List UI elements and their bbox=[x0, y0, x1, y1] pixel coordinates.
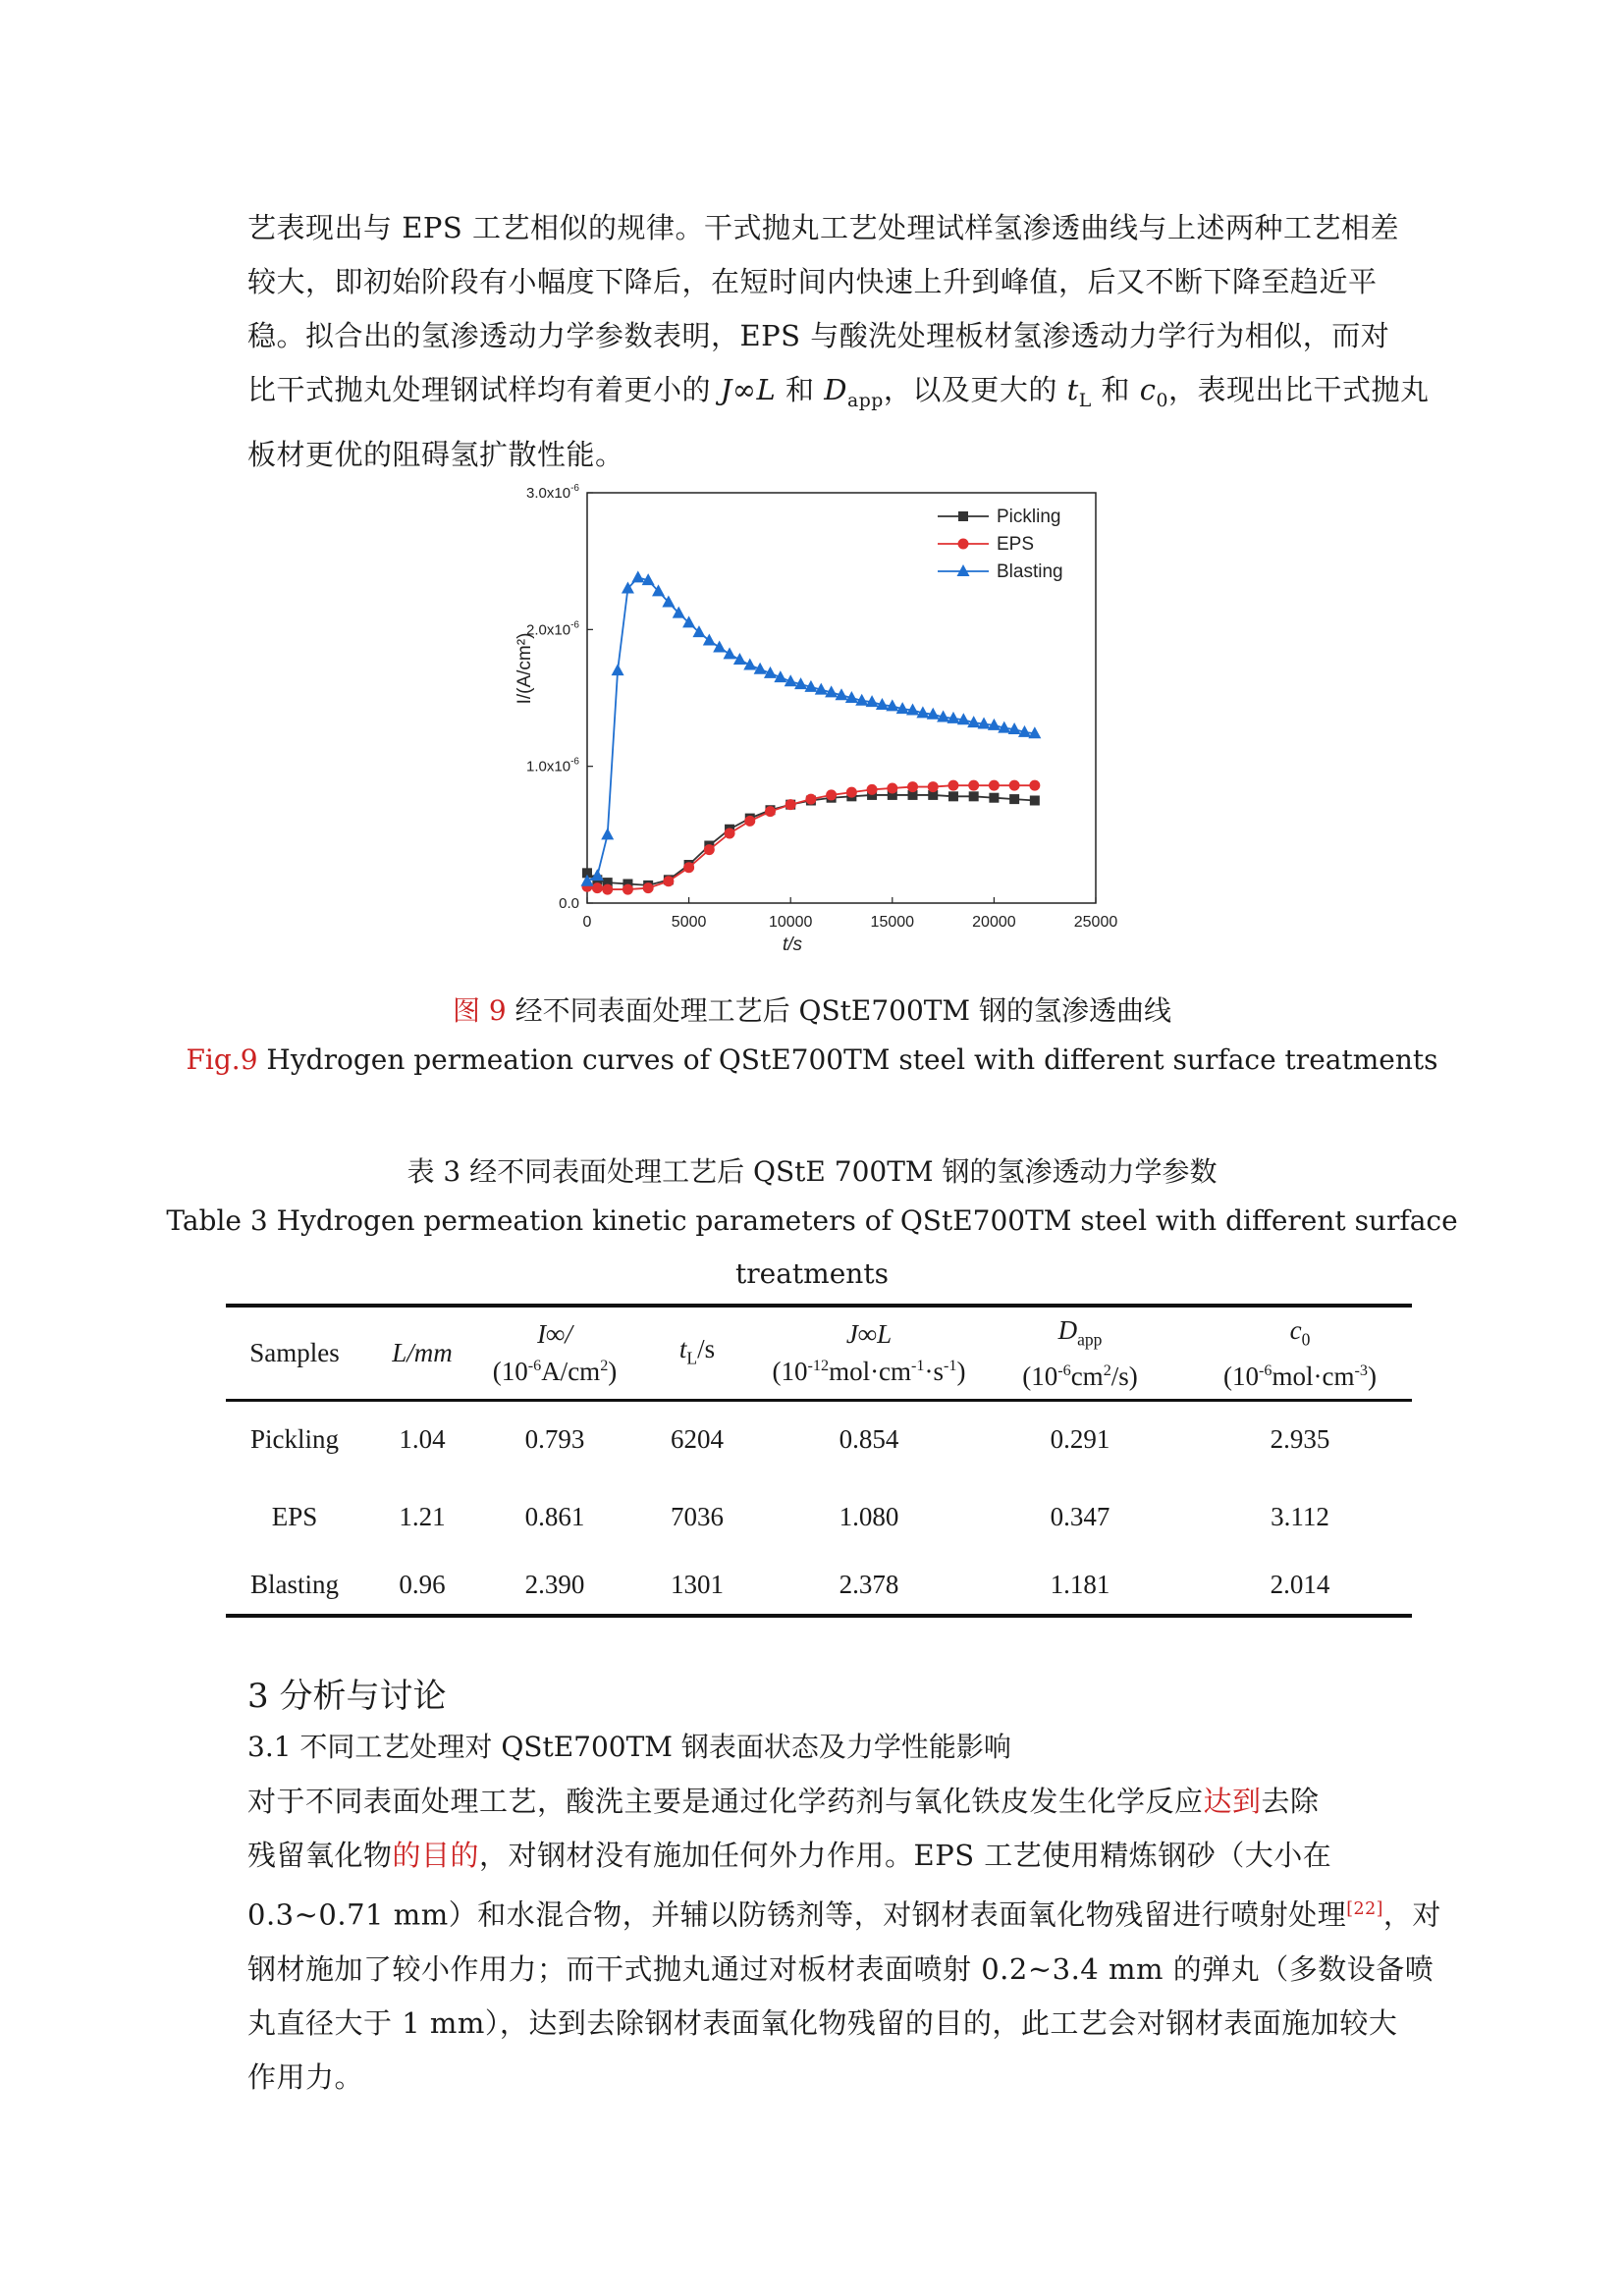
legend-label: Pickling bbox=[997, 507, 1061, 527]
table-header-row bbox=[226, 1306, 1412, 1400]
x-tick-label: 10000 bbox=[768, 914, 813, 931]
discussion-line-3: 0.3~0.71 mm）和水混合物，并辅以防锈剂等，对钢材表面氧化物残留进行喷射处理[22]，对 bbox=[247, 1897, 1441, 1932]
intro-paragraph bbox=[247, 201, 1430, 482]
figure-caption-cn: 图 9 经不同表面处理工艺后 QStE700TM 钢的氢渗透曲线 bbox=[452, 994, 1172, 1027]
cell-I: 0.793 bbox=[524, 1424, 585, 1455]
data-point-blasting bbox=[713, 640, 726, 652]
cell-tL: 6204 bbox=[671, 1424, 724, 1455]
header-JL: J∞L $(10^{-12}mol\cdot cm^{-1}\cdot s^{-1})$ bbox=[766, 1306, 972, 1400]
data-point-eps bbox=[1009, 780, 1020, 791]
data-point-eps bbox=[826, 789, 837, 800]
cell-L: 1.21 bbox=[399, 1501, 446, 1531]
data-point-eps bbox=[785, 799, 796, 810]
data-point-eps bbox=[887, 782, 897, 793]
legend-label: EPS bbox=[997, 534, 1035, 555]
table-row bbox=[226, 1478, 1412, 1555]
legend-marker bbox=[958, 511, 968, 521]
y-axis-label: I/(A/cm²) bbox=[514, 632, 535, 705]
x-tick-label: 20000 bbox=[972, 914, 1016, 931]
x-tick-label: 0 bbox=[582, 914, 592, 931]
cell-JL: 2.378 bbox=[766, 1555, 972, 1616]
cell-D: 1.181 bbox=[972, 1555, 1188, 1616]
data-point-pickling bbox=[1030, 796, 1040, 806]
series-line-blasting bbox=[587, 577, 1035, 881]
intro-line-1: 艺表现出与 EPS 工艺相似的规律。干式抛丸工艺处理试样氢渗透曲线与上述两种工艺相差 bbox=[247, 211, 1399, 244]
data-point-pickling bbox=[948, 791, 958, 801]
y-tick-label: $2.0x10^{-6}$ bbox=[526, 619, 579, 639]
figure-caption-en: Fig.9 Hydrogen permeation curves of QStE700TM steel with different surface treatments bbox=[186, 1043, 1438, 1076]
data-point-pickling bbox=[1009, 794, 1019, 804]
data-point-eps bbox=[928, 781, 939, 792]
discussion-line-2: 残留氧化物的目的，对钢材没有施加任何外力作用。EPS 工艺使用精炼钢砂（大小在 bbox=[247, 1839, 1332, 1872]
cell-sample: Blasting bbox=[226, 1555, 363, 1616]
table-caption-en-2: treatments bbox=[735, 1257, 889, 1290]
intro-line-3: 稳。拟合出的氢渗透动力学参数表明，EPS 与酸洗处理板材氢渗透动力学行为相似，而对 bbox=[247, 319, 1390, 352]
hydrogen-permeation-chart bbox=[501, 481, 1129, 972]
y-tick-label: $3.0x10^{-6}$ bbox=[526, 483, 579, 502]
discussion-line-6: 作用力。 bbox=[247, 2059, 364, 2094]
data-point-eps bbox=[744, 816, 755, 827]
data-point-eps bbox=[867, 784, 878, 795]
kinetic-parameters-table bbox=[226, 1304, 1412, 1618]
subsection-heading: 3.1 不同工艺处理对 QStE700TM 钢表面状态及力学性能影响 bbox=[247, 1731, 1011, 1763]
cell-sample: Pickling bbox=[249, 1424, 339, 1455]
cell-sample: EPS bbox=[271, 1501, 318, 1531]
x-tick-label: 15000 bbox=[870, 914, 915, 931]
cell-L: 0.96 bbox=[363, 1555, 481, 1616]
data-point-pickling bbox=[989, 793, 999, 803]
data-point-blasting bbox=[703, 633, 716, 645]
table-caption-cn: 表 3 经不同表面处理工艺后 QStE 700TM 钢的氢渗透动力学参数 bbox=[406, 1155, 1218, 1188]
data-point-eps bbox=[765, 806, 776, 817]
data-point-blasting bbox=[631, 570, 644, 582]
data-point-eps bbox=[683, 862, 694, 873]
cell-D: 0.291 bbox=[1050, 1424, 1110, 1455]
header-I: I∞/ $(10^{-6}A/cm^2)$ bbox=[481, 1306, 628, 1400]
data-point-eps bbox=[663, 876, 674, 886]
data-point-blasting bbox=[591, 869, 604, 881]
cell-I: 0.861 bbox=[524, 1501, 585, 1531]
intro-line-2: 较大，即初始阶段有小幅度下降后，在短时间内快速上升到峰值，后又不断下降至趋近平 bbox=[247, 265, 1378, 298]
header-samples: Samples bbox=[226, 1306, 363, 1400]
discussion-line-5: 丸直径大于 1 mm），达到去除钢材表面氧化物残留的目的，此工艺会对钢材表面施加较大 bbox=[247, 2005, 1398, 2040]
cell-tL: 1301 bbox=[628, 1555, 766, 1616]
x-tick-label: 5000 bbox=[671, 914, 707, 931]
header-L: L/mm bbox=[363, 1306, 481, 1400]
data-point-eps bbox=[846, 787, 857, 798]
cell-L: 1.04 bbox=[399, 1424, 446, 1455]
data-point-eps bbox=[989, 780, 1000, 791]
cell-JL: 1.080 bbox=[839, 1501, 899, 1531]
cell-I: 2.390 bbox=[481, 1555, 628, 1616]
y-tick-label: 0.0 bbox=[559, 895, 579, 912]
data-point-blasting bbox=[724, 647, 736, 659]
cell-tL: 7036 bbox=[671, 1501, 724, 1531]
data-point-eps bbox=[623, 884, 633, 895]
data-point-eps bbox=[725, 828, 735, 838]
discussion-paragraph bbox=[247, 1775, 1441, 2105]
y-tick-label: $1.0x10^{-6}$ bbox=[526, 756, 579, 775]
data-point-eps bbox=[643, 882, 654, 893]
data-point-blasting bbox=[601, 828, 614, 839]
header-c0: $c_0$ $(10^{-6}mol\cdot cm^{-3})$ bbox=[1188, 1306, 1412, 1400]
intro-line-4: 比干式抛丸处理钢试样均有着更小的 J∞L 和 $D_{app}$，以及更大的 $t_L$ 和 $c_0$，表现出比干式抛丸 bbox=[247, 373, 1430, 411]
data-point-eps bbox=[947, 780, 958, 791]
legend-marker bbox=[957, 564, 970, 576]
data-point-eps bbox=[704, 844, 715, 855]
header-Dapp: $D_{app}$ $(10^{-6}cm^2/s)$ bbox=[972, 1306, 1188, 1400]
table-row bbox=[226, 1555, 1412, 1616]
x-axis-label: t/s bbox=[782, 934, 803, 955]
discussion-line-1: 对于不同表面处理工艺，酸洗主要是通过化学药剂与氧化铁皮发生化学反应达到去除 bbox=[247, 1785, 1320, 1818]
legend-label: Blasting bbox=[997, 561, 1063, 582]
data-point-eps bbox=[907, 781, 918, 792]
table-row bbox=[226, 1400, 1412, 1478]
data-point-eps bbox=[602, 884, 613, 895]
legend-marker bbox=[958, 539, 969, 550]
cell-c0: 3.112 bbox=[1271, 1501, 1329, 1531]
data-point-blasting bbox=[612, 664, 624, 675]
section-heading: 3 分析与讨论 bbox=[247, 1677, 447, 1716]
intro-line-5: 板材更优的阻碍氢扩散性能。 bbox=[247, 437, 624, 471]
data-point-eps bbox=[592, 882, 603, 893]
data-point-eps bbox=[805, 794, 816, 805]
data-point-eps bbox=[1029, 780, 1040, 791]
table-caption-en-1: Table 3 Hydrogen permeation kinetic parameters of QStE700TM steel with different surface bbox=[166, 1204, 1458, 1237]
header-tL: $t_L/s$ bbox=[628, 1306, 766, 1400]
series-line-pickling bbox=[587, 795, 1035, 885]
citation-22[interactable]: [22] bbox=[1346, 1899, 1383, 1919]
cell-c0: 2.014 bbox=[1188, 1555, 1412, 1616]
cell-JL: 0.854 bbox=[839, 1424, 899, 1455]
data-point-pickling bbox=[969, 791, 979, 801]
cell-c0: 2.935 bbox=[1270, 1424, 1330, 1455]
cell-D: 0.347 bbox=[1050, 1501, 1110, 1531]
x-tick-label: 25000 bbox=[1073, 914, 1118, 931]
discussion-line-4: 钢材施加了较小作用力；而干式抛丸通过对板材表面喷射 0.2~3.4 mm 的弹丸（多数设备喷 bbox=[247, 1951, 1435, 1986]
data-point-eps bbox=[968, 780, 979, 791]
